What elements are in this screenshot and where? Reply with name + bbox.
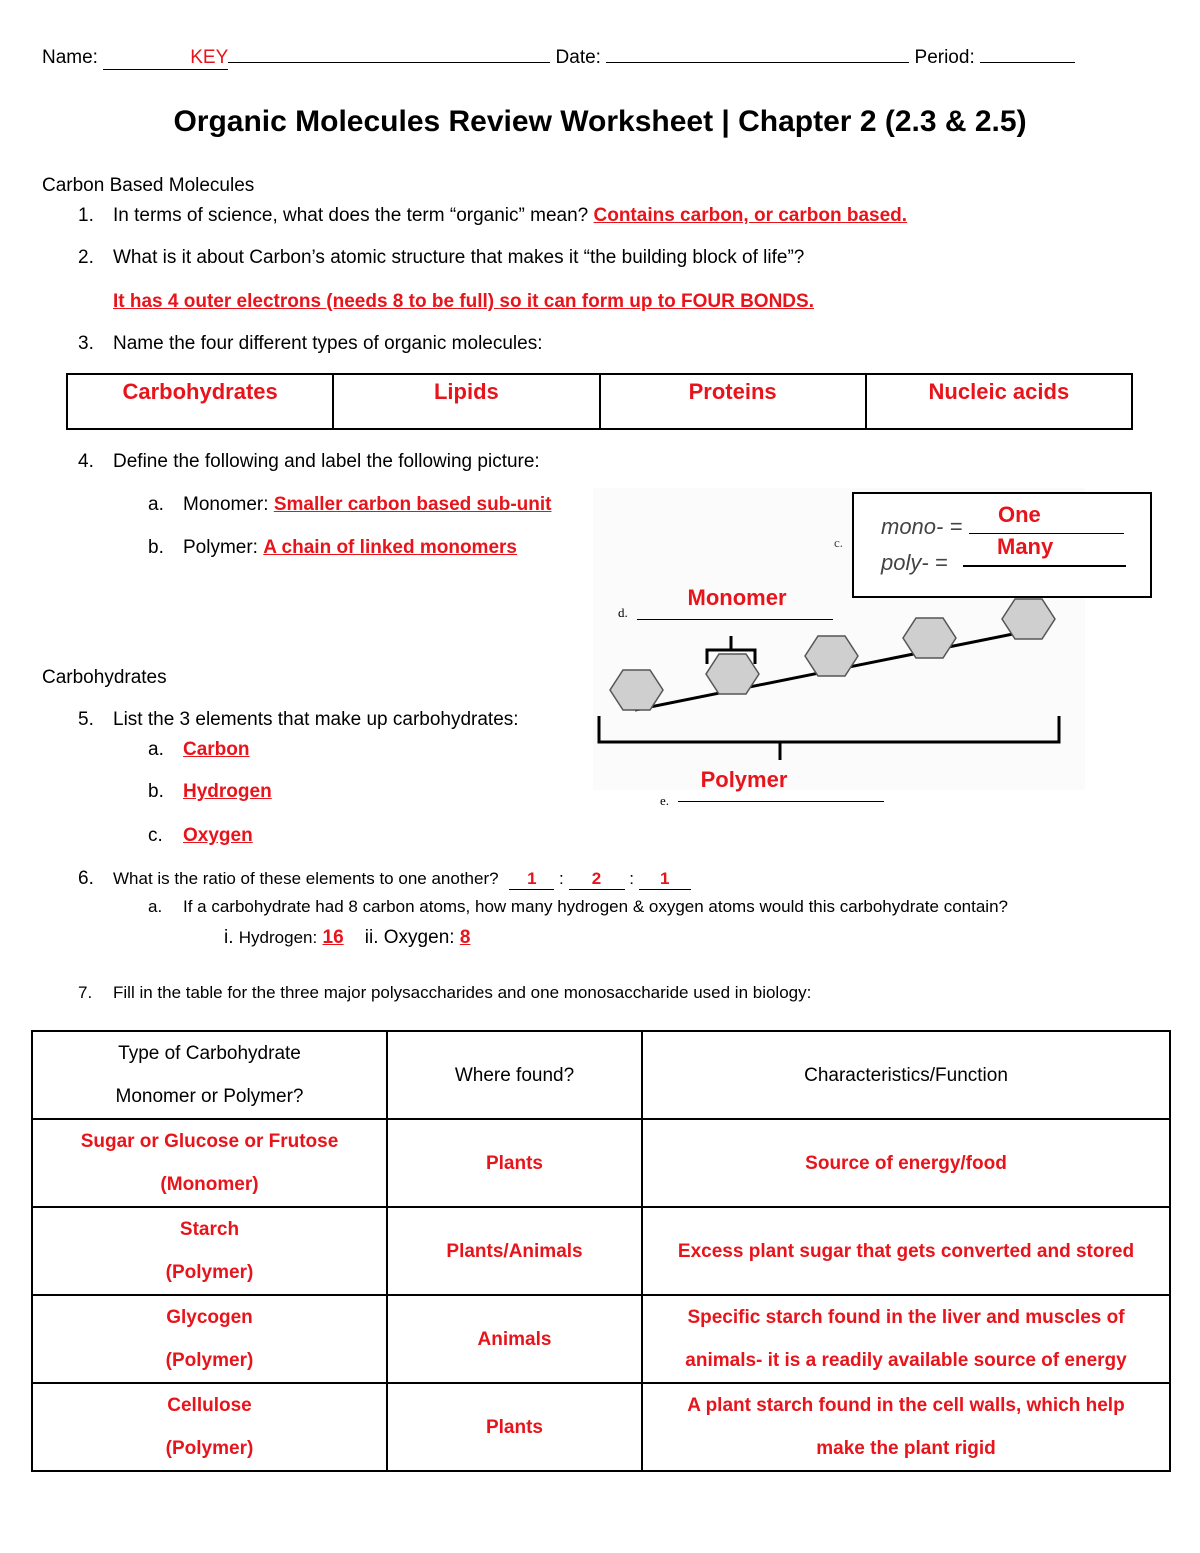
mono-label: mono- = [881, 514, 963, 539]
type-cell-2: Lipids [333, 374, 599, 429]
q4a-text: Monomer: [183, 494, 269, 515]
q4-text: Define the following and label the following picture: [113, 451, 540, 472]
section-heading-carbohydrates: Carbohydrates [42, 667, 167, 688]
ratio-carbon-value: 1 [527, 869, 537, 888]
q4a-row [183, 494, 551, 516]
organic-types-table [66, 373, 1133, 430]
row4-function [642, 1383, 1170, 1471]
row3-function [642, 1295, 1170, 1383]
q3-number: 3. [78, 333, 94, 354]
q4-number: 4. [78, 451, 94, 472]
period-label: Period: [914, 47, 975, 68]
header-where: Where found? [387, 1031, 642, 1119]
section-heading-carbon: Carbon Based Molecules [42, 175, 255, 196]
ratio-sep-1: : [559, 869, 564, 888]
q5b-label: b. [148, 781, 164, 802]
oxygen-answer: 8 [459, 927, 471, 948]
q2-number: 2. [78, 247, 94, 268]
type-cell-3: Proteins [600, 374, 866, 429]
label-letter-e: e. [660, 793, 670, 808]
ratio-carbon [509, 869, 554, 890]
row4-where: Plants [387, 1383, 642, 1471]
header-row [42, 47, 1075, 70]
q6-number: 6. [78, 868, 94, 889]
q7-number: 7. [78, 983, 93, 1002]
q4b-row [183, 537, 517, 559]
hexagon-1 [610, 670, 663, 710]
q4b-text: Polymer: [183, 537, 258, 558]
q5a-label: a. [148, 739, 164, 760]
q6a-label: a. [148, 897, 163, 916]
ratio-oxygen [639, 869, 691, 890]
q6-text: What is the ratio of these elements to one another? [113, 869, 499, 888]
q2-answer: It has 4 outer electrons (needs 8 to be full) so it can form up to FOUR BONDS. [113, 291, 814, 312]
row1-type [32, 1119, 387, 1207]
q1-row [113, 205, 907, 227]
q6-row [113, 869, 691, 890]
q3-text: Name the four different types of organic molecules: [113, 333, 543, 354]
label-letter-d: d. [618, 605, 628, 620]
ratio-hydrogen-value: 2 [591, 869, 602, 888]
row3-function-line2: animals- it is a readily available source of energy [685, 1350, 1127, 1371]
name-value: KEY [190, 47, 229, 68]
header-type-line1: Type of Carbohydrate [118, 1043, 301, 1064]
row4-function-line2: make the plant rigid [816, 1438, 996, 1459]
row2-type-name: Starch [179, 1219, 240, 1240]
poly-answer: Many [997, 534, 1054, 559]
q6a-i-label: i. [224, 927, 234, 948]
q1-answer: Contains carbon, or carbon based. [593, 205, 908, 226]
prefix-box [852, 492, 1152, 598]
date-label: Date: [555, 47, 601, 68]
q5c-answer: Oxygen [183, 825, 253, 846]
q5a-answer: Carbon [183, 739, 250, 760]
ratio-sep-2: : [629, 869, 634, 888]
q4a-label: a. [148, 494, 164, 515]
q5-text: List the 3 elements that make up carbohydrates: [113, 709, 519, 730]
q6a-text: If a carbohydrate had 8 carbon atoms, how many hydrogen & oxygen atoms would this carbohydrate contain? [183, 897, 1008, 916]
date-field[interactable] [606, 62, 909, 63]
monomer-answer: Monomer [687, 585, 787, 610]
hydrogen-answer: 16 [322, 927, 344, 948]
row1-where: Plants [387, 1119, 642, 1207]
q1-number: 1. [78, 205, 94, 226]
polymer-answer: Polymer [700, 767, 788, 792]
q5c-label: c. [148, 825, 163, 846]
q5b-answer: Hydrogen [183, 781, 272, 802]
row2-function: Excess plant sugar that gets converted and stored [642, 1207, 1170, 1295]
row3-type-kind: (Polymer) [165, 1350, 254, 1371]
row4-type [32, 1383, 387, 1471]
monomer-blank [637, 619, 833, 620]
type-cell-4: Nucleic acids [866, 374, 1132, 429]
q4b-label: b. [148, 537, 164, 558]
mono-answer: One [998, 502, 1041, 527]
q6a-answers-row [224, 927, 470, 949]
q5-number: 5. [78, 709, 94, 730]
row2-where: Plants/Animals [387, 1207, 642, 1295]
header-type [32, 1031, 387, 1119]
ratio-hydrogen [569, 869, 625, 890]
polymer-diagram [593, 580, 1085, 790]
row3-function-line1: Specific starch found in the liver and muscles of [687, 1307, 1125, 1328]
table-row [32, 1119, 1170, 1207]
carb-table-header-row [32, 1031, 1170, 1119]
q6a-i-text: Hydrogen: [238, 928, 318, 947]
row2-type [32, 1207, 387, 1295]
row3-type [32, 1295, 387, 1383]
table-row [32, 1295, 1170, 1383]
polymer-blank [678, 801, 884, 802]
name-blank [228, 62, 550, 63]
q4a-answer: Smaller carbon based sub-unit [273, 494, 552, 515]
header-function: Characteristics/Function [642, 1031, 1170, 1119]
q7-text: Fill in the table for the three major polysaccharides and one monosaccharide used in biology: [113, 983, 812, 1002]
poly-label: poly- = [881, 550, 948, 575]
row3-where: Animals [387, 1295, 642, 1383]
ratio-oxygen-value: 1 [659, 869, 670, 888]
row1-type-name: Sugar or Glucose or Frutose [80, 1131, 339, 1152]
row2-type-kind: (Polymer) [165, 1262, 254, 1283]
label-letter-c: c. [834, 535, 844, 550]
q6a-ii-label: ii. [364, 927, 379, 948]
row1-function: Source of energy/food [642, 1119, 1170, 1207]
row1-type-kind: (Monomer) [160, 1174, 259, 1195]
row4-function-line1: A plant starch found in the cell walls, which help [687, 1395, 1125, 1416]
type-cell-1: Carbohydrates [67, 374, 333, 429]
page-title: Organic Molecules Review Worksheet | Chapter 2 (2.3 & 2.5) [173, 105, 1027, 138]
poly-blank [963, 565, 1126, 567]
row4-type-kind: (Polymer) [165, 1438, 254, 1459]
header-type-line2: Monomer or Polymer? [115, 1086, 304, 1107]
name-field[interactable] [103, 47, 228, 70]
table-row [32, 1207, 1170, 1295]
q2-text: What is it about Carbon’s atomic structure that makes it “the building block of life”? [113, 247, 805, 268]
hexagon-3 [805, 636, 858, 676]
q6a-ii-text: Oxygen: [383, 927, 455, 948]
polymer-bracket [599, 716, 1059, 760]
name-label: Name: [42, 47, 98, 68]
table-row [32, 1383, 1170, 1471]
hexagon-5 [1002, 599, 1055, 639]
carbohydrate-table [31, 1030, 1171, 1472]
q4b-answer: A chain of linked monomers [263, 537, 517, 558]
period-field[interactable] [980, 62, 1075, 63]
row4-type-name: Cellulose [167, 1395, 252, 1416]
q1-text: In terms of science, what does the term “organic” mean? [113, 205, 589, 226]
row3-type-name: Glycogen [166, 1307, 253, 1328]
hexagon-4 [903, 618, 956, 658]
